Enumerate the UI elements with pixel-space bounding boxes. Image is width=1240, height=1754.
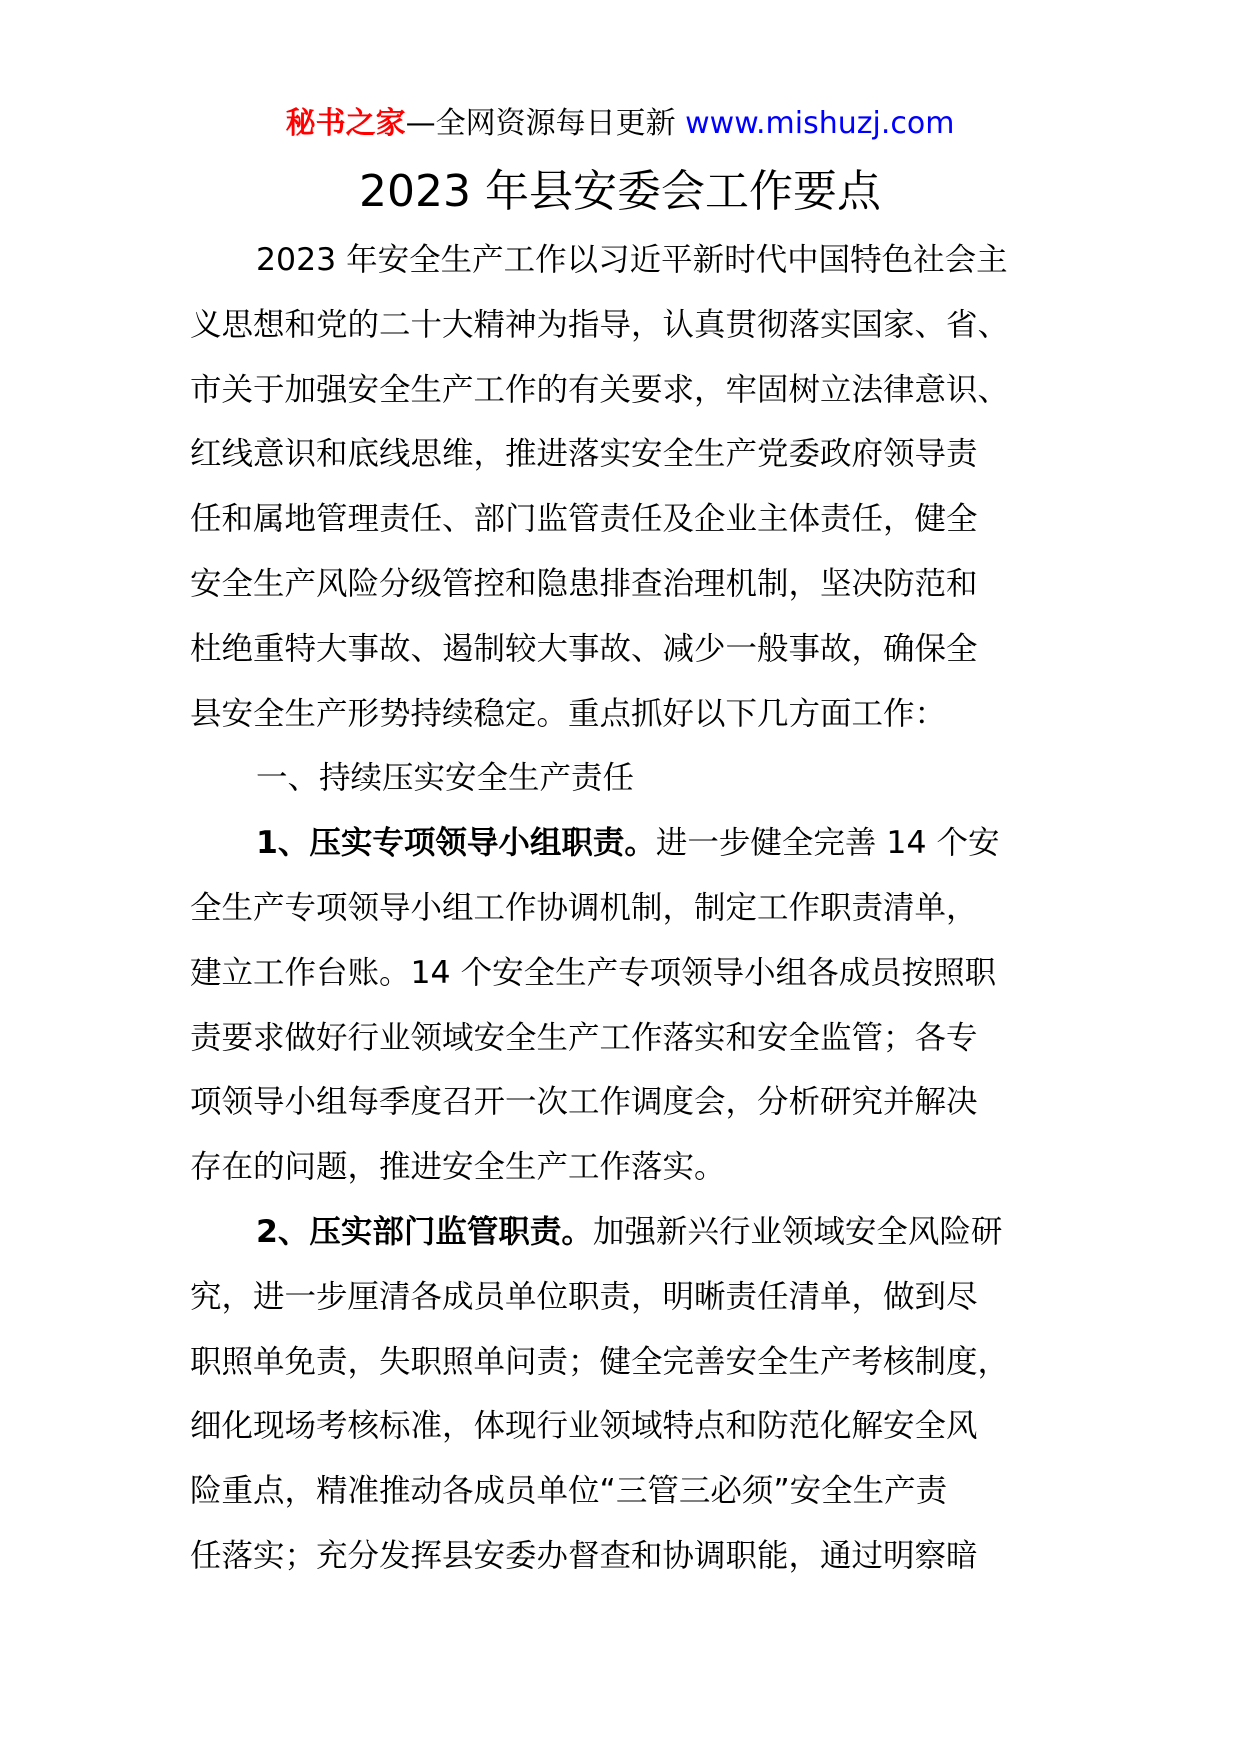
item2-line: 究，进一步厘清各成员单位职责，明晰责任清单，做到尽 <box>190 1278 978 1315</box>
item1-first-line <box>190 811 1058 876</box>
item1-line: 项领导小组每季度召开一次工作调度会，分析研究并解决 <box>190 1084 978 1121</box>
item2-line: 任落实；充分发挥县安委办督查和协调职能，通过明察暗 <box>190 1537 978 1574</box>
item1-line: 全生产专项领导小组工作协调机制，制定工作职责清单， <box>190 889 978 926</box>
item2-heading: 2、压实部门监管职责。 <box>256 1213 593 1250</box>
intro-line: 安全生产风险分级管控和隐患排查治理机制，坚决防范和 <box>190 565 978 602</box>
item1-line: 存在的问题，推进安全生产工作落实。 <box>190 1149 726 1186</box>
section-heading: 一、持续压实安全生产责任 <box>256 760 635 797</box>
site-url-link[interactable]: www.mishuzj.com <box>685 106 955 141</box>
intro-line: 杜绝重特大事故、遏制较大事故、减少一般事故，确保全 <box>190 630 978 667</box>
intro-line: 红线意识和底线思维，推进落实安全生产党委政府领导责 <box>190 436 978 473</box>
brand-name: 秘书之家 <box>285 106 406 141</box>
intro-line: 2023 年安全生产工作以习近平新时代中国特色社会主 <box>256 242 1008 278</box>
item1-line: 建立工作台账。14 个安全生产专项领导小组各成员按照职 <box>190 954 997 991</box>
item1-heading: 1、压实专项领导小组职责。 <box>256 825 656 862</box>
intro-line: 县安全生产形势持续稳定。重点抓好以下几方面工作： <box>190 695 947 732</box>
item2-line: 险重点，精准推动各成员单位“三管三必须”安全生产责 <box>190 1473 948 1510</box>
document-title: 2023 年县安委会工作要点 <box>359 166 881 217</box>
item2-line: 细化现场考核标准，体现行业领域特点和防范化解安全风 <box>190 1408 978 1445</box>
intro-line: 义思想和党的二十大精神为指导，认真贯彻落实国家、省、 <box>190 306 1010 343</box>
item1-line: 责要求做好行业领域安全生产工作落实和安全监管；各专 <box>190 1019 978 1056</box>
site-header <box>0 100 1240 148</box>
item2-first-rest: 加强新兴行业领域安全风险研 <box>592 1213 1003 1250</box>
item2-first-line <box>190 1200 1058 1265</box>
item2-line: 职照单免责，失职照单问责；健全完善安全生产考核制度， <box>190 1343 1010 1380</box>
item1-first-rest: 进一步健全完善 14 个安 <box>655 825 1000 862</box>
intro-line: 市关于加强安全生产工作的有关要求，牢固树立法律意识、 <box>190 371 1010 408</box>
intro-line: 任和属地管理责任、部门监管责任及企业主体责任，健全 <box>190 501 978 538</box>
document-body <box>190 228 1058 1589</box>
header-tagline: —全网资源每日更新 <box>405 106 686 141</box>
